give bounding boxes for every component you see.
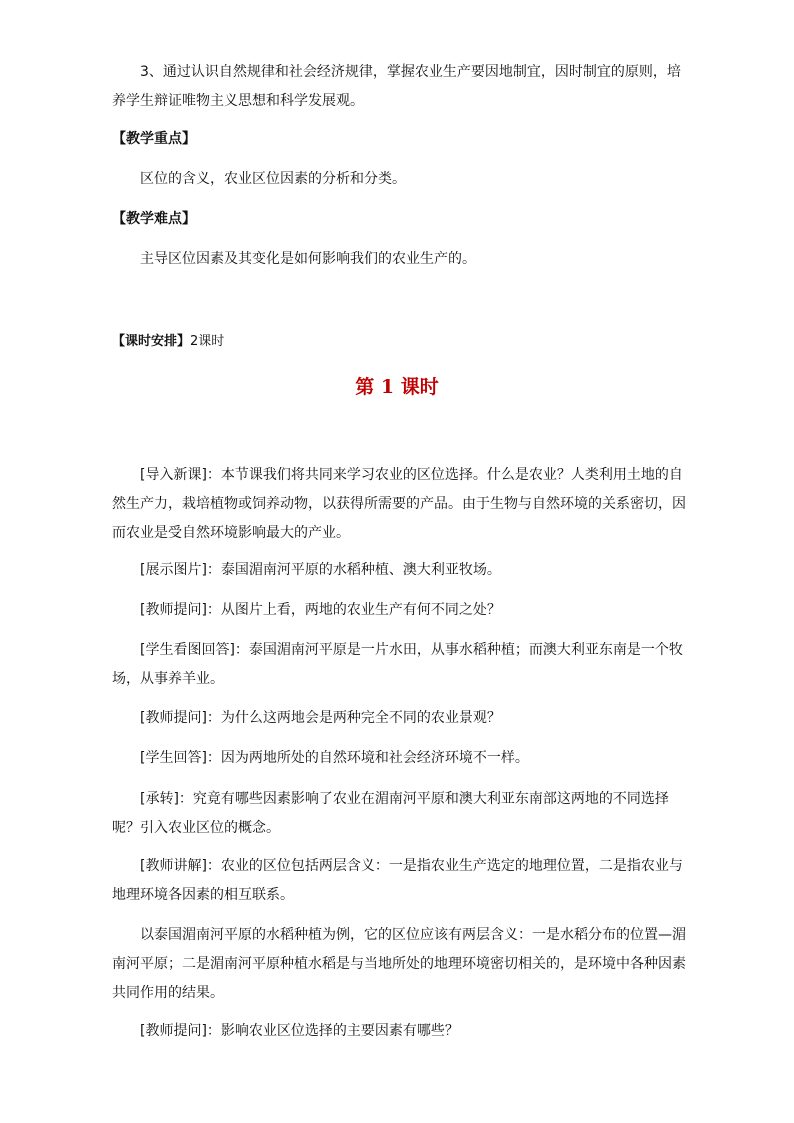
paragraph: [教师讲解]：农业的区位包括两层含义：一是指农业生产选定的地理位置，二是指农业与地理环境各因素的相互联系。 bbox=[112, 858, 683, 903]
paragraph: [教师提问]：为什么这两地会是两种完全不同的农业景观？ bbox=[140, 710, 501, 726]
schedule-line bbox=[112, 330, 224, 349]
difficulties-text: 主导区位因素及其变化是如何影响我们的农业生产的。 bbox=[140, 251, 476, 267]
paragraph: [承转]：究竟有哪些因素影响了农业在湄南河平原和澳大利亚东南部这两地的不同选择呢？引入农业区位的概念。 bbox=[112, 791, 669, 836]
paragraph: [展示图片]：泰国湄南河平原的水稻种植、澳大利亚牧场。 bbox=[140, 562, 501, 578]
key-points-heading: 【教学重点】 bbox=[112, 131, 196, 147]
paragraph: [教师提问]：影响农业区位选择的主要因素有哪些？ bbox=[140, 1023, 459, 1039]
key-points-text: 区位的含义，农业区位因素的分析和分类。 bbox=[140, 171, 406, 187]
schedule-value: 2课时 bbox=[190, 334, 225, 349]
paragraph: [教师提问]：从图片上看，两地的农业生产有何不同之处？ bbox=[140, 602, 501, 618]
objective-item-3: 3、通过认识自然规律和社会经济规律，掌握农业生产要因地制宜，因时制宜的原则，培养学生辩证唯物主义思想和科学发展观。 bbox=[112, 64, 681, 109]
paragraph: 以泰国湄南河平原的水稻种植为例，它的区位应该有两层含义：一是水稻分布的位置—湄南河平原；二是湄南河平原种植水稻是与当地所处的地理环境密切相关的，是环境中各种因素共同作用的结果。 bbox=[112, 927, 686, 1001]
paragraph: [学生回答]：因为两地所处的自然环境和社会经济环境不一样。 bbox=[140, 750, 529, 766]
lesson-title: 第 1 课时 bbox=[355, 376, 439, 398]
paragraph: [学生看图回答]：泰国湄南河平原是一片水田，从事水稻种植；而澳大利亚东南是一个牧场，从事养羊业。 bbox=[112, 642, 683, 687]
paragraph: [导入新课]：本节课我们将共同来学习农业的区位选择。什么是农业？人类利用土地的自然生产力，栽培植物或饲养动物，以获得所需要的产品。由于生物与自然环境的关系密切，因而农业是受自然环境影响最大的产业。 bbox=[112, 467, 686, 541]
schedule-heading: 【课时安排】 bbox=[112, 334, 191, 349]
difficulties-heading: 【教学难点】 bbox=[112, 211, 196, 227]
